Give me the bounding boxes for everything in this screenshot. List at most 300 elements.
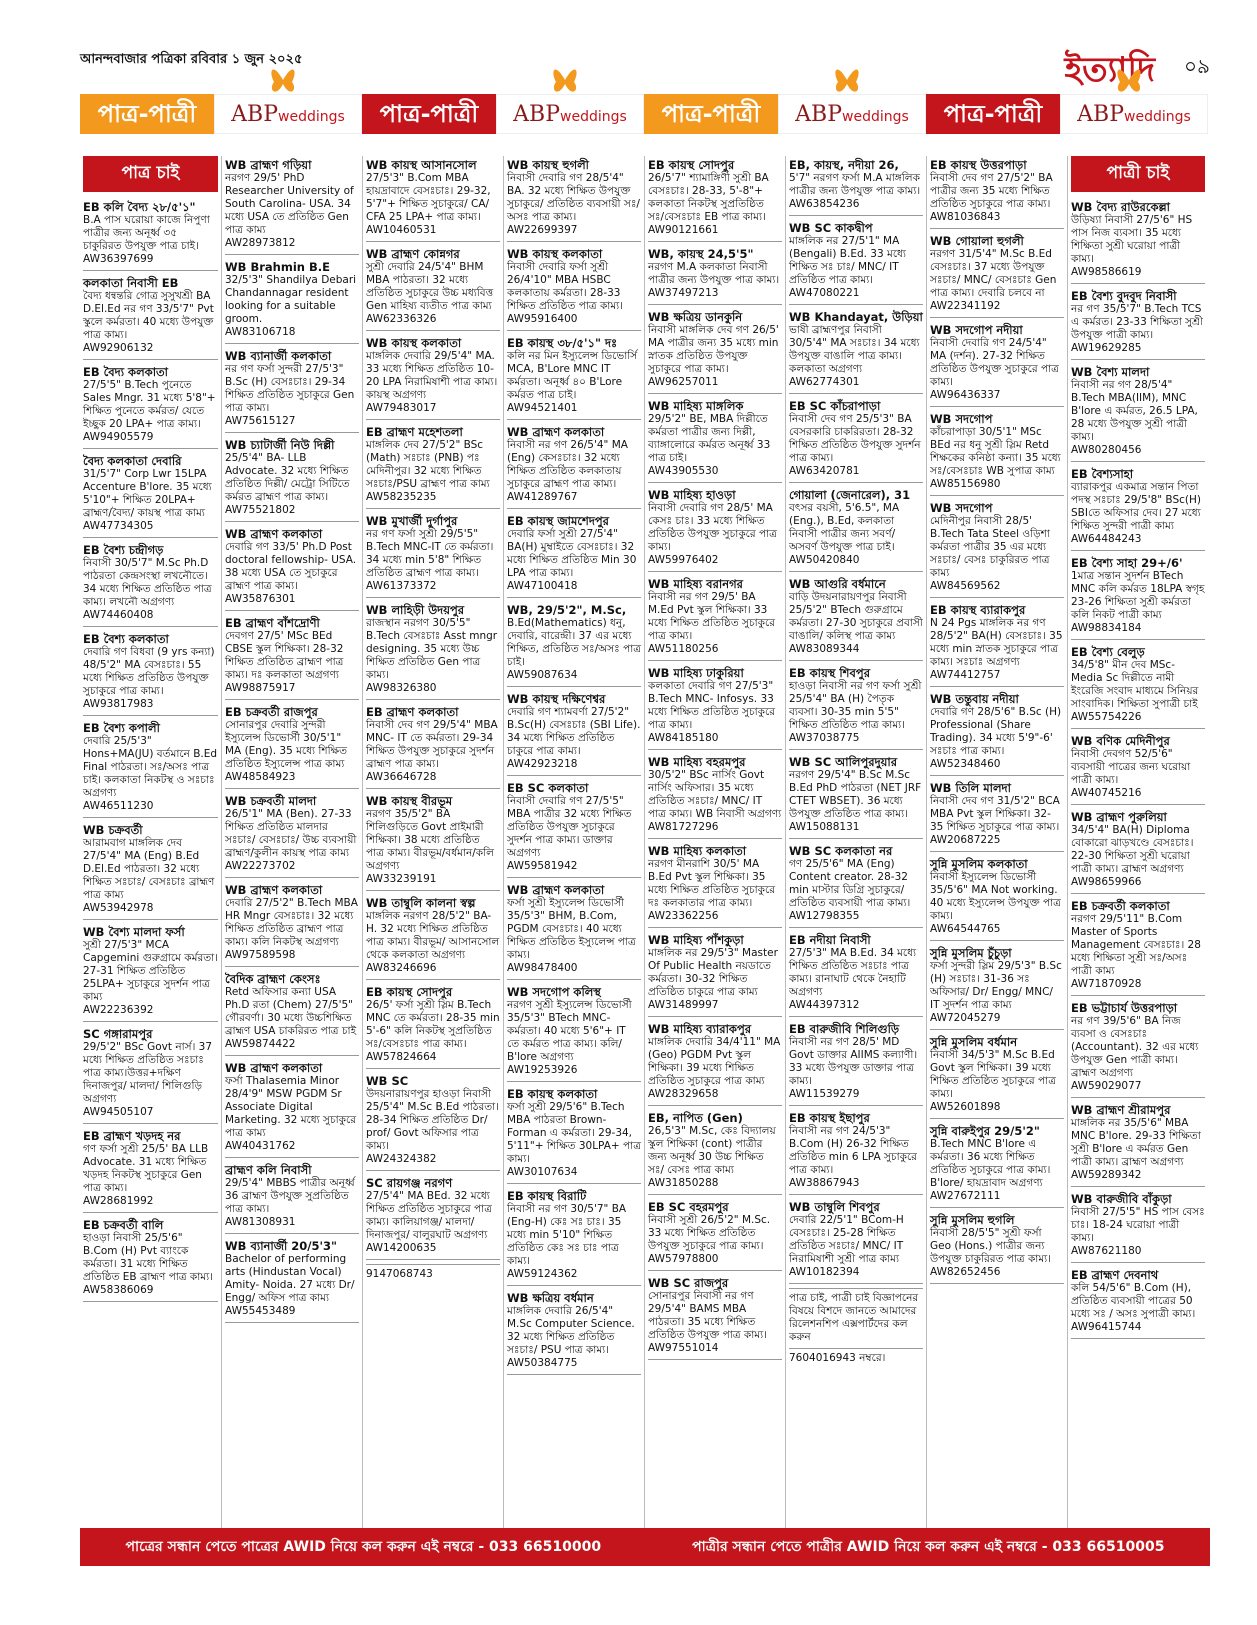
ad-title: EB ব্রাহ্মণ দেবনাথ bbox=[1071, 1268, 1159, 1282]
ad-body: 30/5'2" BSc নার্সিং Govt নার্সিং অফিসার। 35 মধ্যে প্রতিষ্ঠিত সঃচাঃ/ MNC/ IT পাত্র কাম্য। WB নিবাসী অগ্রগণ্য bbox=[648, 769, 782, 820]
ad-code: AW81036843 bbox=[930, 211, 1001, 223]
band-label: পাত্র-পাত্রী bbox=[80, 94, 214, 134]
ad-title: WB Brahmin B.E bbox=[225, 260, 330, 274]
ad-title: EB ভট্টাচার্য উত্তরপাড়া bbox=[1071, 1001, 1178, 1015]
ad-body: দেবারি 22/5'1" BCom-H বেসঃচাঃ। 25-28 শিক্ষিত প্রতিষ্ঠিত সঃচাঃ/ MNC/ IT নিরামিষাশী সুশ্রী পাত্র কাম্য bbox=[789, 1214, 904, 1265]
ad-code: AW50420840 bbox=[789, 554, 860, 566]
ad-body: 27/5'3" B.Com MBA হায়দ্রাবাদে বেসঃচাঃ। 29-32, 5'7"+ শিক্ষিত সুচাকুরে/ CA/ CFA 25 LPA+ পাত্র কাম্য। bbox=[366, 172, 491, 223]
ad-title: সুন্নি মুসলিম বর্ধমান bbox=[930, 1035, 1018, 1049]
ad-title: EB বৈশ্যসাহা bbox=[1071, 467, 1134, 481]
ad-title: WB গোয়ালা হুগলী bbox=[930, 234, 1024, 248]
ad-title: EB কায়স্থ ইছাপুর bbox=[789, 1111, 870, 1125]
classified-ad bbox=[507, 779, 641, 878]
ad-code: AW27672111 bbox=[930, 1190, 1001, 1202]
ad-body: হাওড়া নিবাসী 25/5'6" B.Com (H) Pvt ব্যাংকে কর্মরতা। 31 মধ্যে শিক্ষিত প্রতিষ্ঠিত EB ব্রাহ্মণ পাত্র কাম্য। bbox=[83, 1232, 213, 1283]
ad-code: AW72045279 bbox=[930, 1012, 1001, 1024]
ad-body: Retd অফিসার কন্যা USA Ph.D রতা (Chem) 27/5'5" গৌরবর্ণা। 30 মধ্যে উচ্চশিক্ষিত ব্রাহ্মণ USA চাকরিরত পাত্র চাই bbox=[225, 986, 357, 1037]
classified-ad bbox=[789, 156, 923, 216]
ad-title: WB সদগোপ bbox=[930, 412, 993, 426]
ad-code: AW31850288 bbox=[648, 1177, 719, 1189]
ad-title: WB মুখার্জী দুর্গাপুর bbox=[366, 514, 458, 528]
ad-body: দেবারি গণ বিধবা (9 yrs কন্যা) 48/5'2" MA বেসঃচাঃ। 55 মধ্যে শিক্ষিত প্রতিষ্ঠিত উপযুক্ত সুচাকুরে পাত্র কাম্য। bbox=[83, 646, 215, 697]
ad-body: দেবারি 25/5'3" Hons+MA(JU) বর্তমানে B.Ed Final পাঠরতা। সঃ/অসঃ পাত্র চাই। কলকাতা নিকটস্থ ও সঃচাঃ অগ্রগণ্য bbox=[83, 735, 218, 799]
classified-ad bbox=[1071, 198, 1205, 284]
ad-title: WB মাহিষ্য পাঁশকুড়া bbox=[648, 933, 744, 947]
ad-title: EB কলি বৈদ্য ২৮/৫'১" bbox=[83, 200, 196, 214]
ad-title: WB কায়স্থ কলকাতা bbox=[366, 336, 462, 350]
ad-body: 27/5'5" B.Tech পুনেতে Sales Mngr. 31 মধ্যে 5'8"+ শিক্ষিত পুনেতে কর্মরত/ যেতে ইচ্ছুক 20 LPA+ পাত্র কাম্য। bbox=[83, 379, 216, 430]
classified-ad bbox=[83, 452, 218, 538]
ad-code: AW19629285 bbox=[1071, 342, 1142, 354]
ad-code: AW59124362 bbox=[507, 1268, 578, 1280]
ad-title: EB, কায়স্থ, নদীয়া 26, bbox=[789, 158, 899, 172]
ad-body: নরগণ 35/5'2" BA শিলিগুড়িতে Govt প্রাইমারী শিক্ষিকা। 38 মধ্যে প্রতিষ্ঠিত পাত্র কাম্য। বীরভূম/বর্ধমান/কলি অগ্রগণ্য bbox=[366, 808, 494, 872]
ad-code: AW33239191 bbox=[366, 873, 437, 885]
classified-ad bbox=[225, 156, 359, 255]
classified-ad bbox=[930, 601, 1064, 687]
ad-title: WB SC কাকদ্বীপ bbox=[789, 221, 873, 235]
ad-code: AW94905579 bbox=[83, 431, 154, 443]
ad-code: AW95916400 bbox=[507, 313, 578, 325]
classified-ad bbox=[789, 842, 923, 928]
ad-code: AW97551014 bbox=[648, 1342, 719, 1354]
ad-title: EB কায়স্থ বিরাটি bbox=[507, 1189, 587, 1203]
ad-code: AW59029077 bbox=[1071, 1080, 1142, 1092]
classified-ad bbox=[930, 410, 1064, 496]
ad-code: AW28973812 bbox=[225, 237, 296, 249]
ad-body: ফর্সা সুশ্রী 29/5'6" B.Tech MBA পাঠরতা Brown-Forman এ কর্মরতা। 29-34, 5'11"+ শিক্ষিত 30LPA+ পাত্র কাম্য। bbox=[507, 1101, 641, 1165]
ad-title: WB তাম্বুলি শিবপুর bbox=[789, 1200, 880, 1214]
ad-title: সুন্নি মুসলিম চুঁচুড়া bbox=[930, 946, 1012, 960]
ad-body: নরগণ মীনরাশি 30/5' MA B.Ed Pvt স্কুল শিক্ষিকা। 35 মধ্যে শিক্ষিত প্রতিষ্ঠিত সুচাকুরে দঃ কলকাতার পাত্র কাম্য। bbox=[648, 858, 776, 909]
ad-title: WB ব্যানার্জী 20/5'3" bbox=[225, 1239, 338, 1253]
ad-body: নিবাসী দেবগণ 52/5'6" ব্যবসায়ী পাত্রের জন্য ঘরোয়া পাত্রী কাম্য। bbox=[1071, 748, 1191, 786]
ad-code: AW20687225 bbox=[930, 834, 1001, 846]
classified-ad bbox=[366, 894, 500, 980]
ad-title: WB ব্রাহ্মণ কলকাতা bbox=[225, 883, 323, 897]
ad-title: WB SC bbox=[366, 1074, 409, 1088]
ad-body: নিবাসী ইস্যুলেন্স ডিভোর্সী 35/5'6" MA Not working. 40 মধ্যে ইস্যুলেন্স উপযুক্ত পাত্র কাম্য। bbox=[930, 871, 1061, 922]
classified-ad bbox=[225, 347, 359, 433]
classified-ad bbox=[930, 499, 1064, 598]
ad-body: মাঙ্গলিক দেবারি 34/4'11" MA (Geo) PGDM Pvt স্কুল শিক্ষিকা। 39 মধ্যে শিক্ষিত প্রতিষ্ঠিত সুচাকুরে পাত্র কাম্য bbox=[648, 1036, 781, 1087]
ad-column bbox=[503, 156, 644, 1528]
ad-title: ব্রাহ্মণ কলি নিবাসী bbox=[225, 1163, 312, 1177]
classified-ad bbox=[366, 423, 500, 509]
ad-title: WB বণিক মেদিনীপুর bbox=[1071, 734, 1170, 748]
classified-ad bbox=[648, 397, 782, 483]
ad-code: AW40431762 bbox=[225, 1140, 296, 1152]
ad-code: AW93817983 bbox=[83, 698, 154, 710]
ad-code: AW58386069 bbox=[83, 1284, 154, 1296]
classified-ad bbox=[930, 690, 1064, 776]
ad-code: AW52348460 bbox=[930, 758, 1001, 770]
ad-title: EB ব্রাহ্মণ বাঁশদ্রোণী bbox=[225, 616, 320, 630]
ad-code: AW75521802 bbox=[225, 504, 296, 516]
classified-ad bbox=[648, 156, 782, 242]
ad-body: নরগণ 31/5'4" M.Sc B.Ed বেসঃচাঃ। 37 মধ্যে উপযুক্ত সঃচাঃ/ MNC/ বেসঃচাঃ Gen পাত্র কাম্য। দেবারি চলবে না bbox=[930, 248, 1057, 299]
classified-ad bbox=[789, 753, 923, 839]
ad-body: ফর্সা সুন্দরী স্লিম 29/5'3" B.Sc (H) সঃচাঃ। 31-36 সঃ অফিসার/ Dr/ Engg/ MNC/ IT সুদর্শন পাত্র কাম্য bbox=[930, 960, 1062, 1011]
ad-code: AW12798355 bbox=[789, 910, 860, 922]
ad-body: উড়িষ্যা নিবাসী 27/5'6" HS পাস নিজ ব্যবসা। 35 মধ্যে শিক্ষিতা সুশ্রী ঘরোয়া পাত্রী কাম্য। bbox=[1071, 214, 1193, 265]
ad-body: নিবাসী 27/5'5" HS পাস বেসঃ চাঃ। 18-24 ঘরোয়া পাত্রী কাম্য। bbox=[1071, 1206, 1205, 1244]
ad-code: AW74460408 bbox=[83, 609, 154, 621]
classified-ad bbox=[507, 1289, 641, 1375]
classified-ad bbox=[225, 525, 359, 611]
ad-code: AW63420781 bbox=[789, 465, 860, 477]
ad-title: WB মাহিষ্য মাঙ্গলিক bbox=[648, 399, 744, 413]
band-label: পাত্র-পাত্রী bbox=[362, 94, 496, 134]
ad-title: EB, নাপিত (Gen) bbox=[648, 1111, 743, 1125]
ad-title: WB ব্রাহ্মণ কলকাতা bbox=[507, 425, 605, 439]
ad-body: 32/5'3" Shandilya Debari Chandannagar resident looking for a suitable groom. bbox=[225, 274, 357, 325]
classified-ad bbox=[789, 308, 923, 394]
ad-body: নর গণ ফর্সা সুন্দরী 27/5'3" B.Sc (H) বেসঃচাঃ। 29-34 শিক্ষিত প্রতিষ্ঠিত সুচাকুরে Gen পাত্র কাম্য। bbox=[225, 363, 355, 414]
ad-code: AW41289767 bbox=[507, 491, 578, 503]
ad-body: সোনারপুর নিবাসী নর গণ 29/5'4" BAMS MBA পাঠরতা। 35 মধ্যে শিক্ষিত প্রতিষ্ঠিত উপযুক্ত পাত্র কাম্য। bbox=[648, 1290, 767, 1341]
newspaper-dateline: আনন্দবাজার পত্রিকা রবিবার ১ জুন ২০২৫ bbox=[80, 52, 303, 67]
ad-title: WB সদগোপ কলিস্থ bbox=[507, 985, 601, 999]
ad-code: AW84569562 bbox=[930, 580, 1001, 592]
ad-body: নিবাসী নর গণ 26/5'4" MA (Eng) কেসঃচাঃ। 32 মধ্যে শিক্ষিত প্রতিষ্ঠিত কলকাতায় সুচাকুরে ব্রাহ্মণ পাত্র কাম্য। bbox=[507, 439, 628, 490]
ad-title: WB ব্রাহ্মণ কলকাতা bbox=[507, 883, 605, 897]
ad-body: দেবারি 27/5'2" B.Tech MBA HR Mngr বেসঃচাঃ। 32 মধ্যে শিক্ষিত প্রতিষ্ঠিত ব্রাহ্মণ পাত্র কাম্য। কলি নিকটস্থ অগ্রগণ্য bbox=[225, 897, 358, 948]
ad-body: 5'7" নরগণ ফর্সা M.A মাঙ্গলিক পাত্রীর জন্য উপযুক্ত পাত্র কাম্য। bbox=[789, 172, 921, 197]
classified-ad bbox=[648, 664, 782, 750]
classified-ad bbox=[789, 1020, 923, 1106]
classified-ad bbox=[225, 436, 359, 522]
ad-title: EB বৈদ্য কলকাতা bbox=[83, 365, 169, 379]
band-label: পাত্র-পাত্রী bbox=[926, 94, 1060, 134]
classified-ad bbox=[225, 1161, 359, 1234]
ad-title: WB মাহিষ্য ঢাকুরিয়া bbox=[648, 666, 744, 680]
classified-ad bbox=[507, 983, 641, 1082]
ad-code: AW92906132 bbox=[83, 342, 154, 354]
ad-body: 26/5'7" শ্যামাঙ্গিণী সুশ্রী BA বেসঃচাঃ। 28-33, 5'-8"+ কলকাতা নিকটস্থ সুপ্রতিষ্ঠিত সঃ/বেসঃচাঃ EB পাত্র কাম্য। bbox=[648, 172, 769, 223]
ad-code: AW83246696 bbox=[366, 962, 437, 974]
ad-title: EB বৈশ্য সাহা 29+/6' bbox=[1071, 556, 1183, 570]
classified-ad bbox=[366, 1072, 500, 1171]
classified-ad bbox=[507, 423, 641, 509]
phone-number: 7604016943 নম্বরে। bbox=[789, 1348, 923, 1365]
ad-code: AW96257011 bbox=[648, 376, 719, 388]
ad-body: কলকাতা দেবারি গণ 27/5'3" B.Tech MNC- Infosys. 33 মধ্যে শিক্ষিত প্রতিষ্ঠিত সুচাকুরে পাত্র কাম্য। bbox=[648, 680, 776, 731]
classified-ad bbox=[1071, 554, 1205, 640]
ad-title: EB বৈশ্য চন্দ্রীগড় bbox=[83, 543, 164, 557]
ad-body: দেবগণ 27/5' MSc BEd CBSE স্কুল শিক্ষিকা। 28-32 শিক্ষিত প্রতিষ্ঠিত ব্রাহ্মণ পাত্র কাম্য। দঃ কলকাতা অগ্রগণ্য bbox=[225, 630, 344, 681]
ad-title: WB তাম্বুলি কালনা স্বল্প bbox=[366, 896, 476, 910]
ad-title: WB, কায়স্থ 24,5'5" bbox=[648, 247, 754, 261]
ad-title: WB চক্রবর্তী মালদা bbox=[225, 794, 317, 808]
ad-body: B.Tech MNC B'lore এ কর্মরতা। 36 মধ্যে শিক্ষিত প্রতিষ্ঠিত সুচাকুরে পাত্র কাম্য। B'lore/ হায়দ্রাবাদ অগ্রগণ্য bbox=[930, 1138, 1051, 1189]
ad-code: AW74412757 bbox=[930, 669, 1001, 681]
classified-ad bbox=[83, 541, 218, 627]
ad-code: AW46511230 bbox=[83, 800, 154, 812]
ad-code: AW22273702 bbox=[225, 860, 296, 872]
classified-ad bbox=[83, 1216, 218, 1302]
ad-code: AW85156980 bbox=[930, 478, 1001, 490]
ad-code: AW82652456 bbox=[930, 1266, 1001, 1278]
classified-ad bbox=[1071, 1266, 1205, 1339]
ad-title: EB কায়স্থ কলকাতা bbox=[507, 1087, 598, 1101]
page-header bbox=[80, 50, 1210, 90]
helpline-notice: পাত্র চাই, পাত্রী চাই বিজ্ঞাপনের বিষয়ে বিশদে জানতে আমাদের রিলেশনশিপ এক্সপার্টদের কল করুন bbox=[789, 1288, 923, 1344]
ad-code: AW51180256 bbox=[648, 643, 719, 655]
ad-title: WB ব্রাহ্মণ গড়িয়া bbox=[225, 158, 312, 172]
ad-column bbox=[644, 156, 785, 1528]
ad-title: EB SC কলকাতা bbox=[507, 781, 589, 795]
ad-code: AW98659966 bbox=[1071, 876, 1142, 888]
classified-ad bbox=[83, 198, 218, 271]
ad-code: AW55754226 bbox=[1071, 711, 1142, 723]
ad-body: সুশ্রী 27/5'3" MCA Capgemini গুরুগ্রামে কর্মরতা। 27-31 শিক্ষিত প্রতিষ্ঠিত 25LPA+ সুচাকুরে সুদর্শন পাত্র কাম্য bbox=[83, 939, 218, 1003]
ad-title: WB মাহিষ্য কলকাতা bbox=[648, 844, 747, 858]
section-brand: ইত্যাদি bbox=[1064, 50, 1155, 90]
ad-title: কলকাতা নিবাসী EB bbox=[83, 276, 179, 290]
ad-code: AW24324382 bbox=[366, 1153, 437, 1165]
classified-ad bbox=[789, 664, 923, 750]
ad-code: AW63854236 bbox=[789, 198, 860, 210]
ad-title: EB SC বহরমপুর bbox=[648, 1200, 729, 1214]
ad-body: নিবাসী নর গণ 28/5' MD Govt ডাক্তার AIIMS কল্যাণী। 33 মধ্যে উপযুক্ত ডাক্তার পাত্র কাম্য। bbox=[789, 1036, 918, 1087]
ad-body: 27/5'3" MA B.Ed. 34 মধ্যে শিক্ষিত প্রতিষ্ঠিত সঃচাঃ পাত্র কাম্য। রানাঘাট থেকে নৈহাটি অগ্রগণ্য bbox=[789, 947, 917, 998]
ad-body: রাজস্থান নরগণ 30/5'5" B.Tech বেসঃচাঃ Asst mngr designing. 35 মধ্যে উচ্চ শিক্ষিত প্রতিষ্ঠিত Gen পাত্র কাম্য। bbox=[366, 617, 498, 681]
ad-code: AW52601898 bbox=[930, 1101, 1001, 1113]
ad-body: মেদিনীপুর নিবাসী 28/5' B.Tech Tata Steel ওড়িশা কর্মরতা পাত্রীর 35 এর মধ্যে সঃচাঃ/ বেসঃ চাকুরিরত পাত্র কাম্য bbox=[930, 515, 1050, 579]
classified-ad bbox=[648, 931, 782, 1017]
ad-code: AW62336326 bbox=[366, 313, 437, 325]
ad-code: AW57978800 bbox=[648, 1253, 719, 1265]
abp-weddings-logo: ABPweddings bbox=[778, 94, 926, 134]
ad-body: আরামবাগ মাঙ্গলিক দেব 27/5'4" MA (Eng) B.Ed D.El.Ed পাঠরতা। 32 মধ্যে শিক্ষিত সঃচাঃ/ বেসঃচাঃ ব্রাহ্মণ পাত্র কাম্য bbox=[83, 837, 215, 901]
ad-title: WB ব্রাহ্মণ কলকাতা bbox=[225, 1061, 323, 1075]
ad-body: কাঁচরাপাড়া 30/5'1" MSc BEd নর ধনু সুশ্রী স্লিম Retd শিক্ষকের কনিষ্ঠা কন্যা। 35 মধ্যে সঃ/বেসঃচাঃ WB সুপাত্র কাম্য bbox=[930, 426, 1061, 477]
ad-title: EB কায়স্থ সোদপুর bbox=[366, 985, 453, 999]
ad-title: WB কায়স্থ বীরভূম bbox=[366, 794, 453, 808]
classified-ad bbox=[83, 1025, 218, 1124]
ad-body: B.Ed(Mathematics) ধনু, দেবারি, বারেন্দ্রী। 37 এর মধ্যে শিক্ষিত, প্রতিষ্ঠিত সঃ/অসঃ পাত্র চাই। bbox=[507, 617, 641, 668]
classified-ad bbox=[1071, 363, 1205, 462]
classified-ad bbox=[366, 156, 500, 242]
classified-ad bbox=[507, 881, 641, 980]
ad-code: AW14200635 bbox=[366, 1242, 437, 1254]
ad-title: WB SC আলিপুরদুয়ার bbox=[789, 755, 898, 769]
ad-code: AW81308931 bbox=[225, 1216, 296, 1228]
ad-title: EB চক্রবর্তী কলকাতা bbox=[1071, 899, 1170, 913]
ad-title: EB কায়স্থ উত্তরপাড়া bbox=[930, 158, 1027, 172]
ad-code: AW50384775 bbox=[507, 1357, 578, 1369]
ad-code: AW47100418 bbox=[507, 580, 578, 592]
ad-code: AW62774301 bbox=[789, 376, 860, 388]
ad-code: AW94521401 bbox=[507, 402, 578, 414]
ad-body: নিবাসী দেবারি গণ 28/5' MA কেসঃ চাঃ। 33 মধ্যে শিক্ষিত প্রতিষ্ঠিত উপযুক্ত সুচাকুরে পাত্র কাম্য। bbox=[648, 502, 777, 553]
ad-body: 31/5'7" Corp Lwr 15LPA Accenture B'lore. 35 মধ্যে 5'10"+ শিক্ষিত 20LPA+ ব্রাহ্মণ/বৈদ্য/ কায়স্থ পাত্র কাম্য bbox=[83, 468, 212, 519]
ad-body: মাঙ্গলিক নরগণ 28/5'2" BA-H. 32 মধ্যে শিক্ষিত প্রতিষ্ঠিত পাত্র কাম্য। বীরভূম/ আসানসোল থেকে কলকাতা অগ্রগণ্য bbox=[366, 910, 500, 961]
ad-body: বাড়ি উদয়নারায়ণপুর নিবাসী 25/5'2" BTech গুরুগ্রামে কর্মরতা। 27-30 সুচাকুরে প্রবাসী বাঙালি/ কলিস্থ পাত্র কাম্য bbox=[789, 591, 923, 642]
ad-column bbox=[785, 156, 926, 1528]
classified-ad bbox=[648, 1198, 782, 1271]
classified-ad bbox=[366, 983, 500, 1069]
ad-body: দেবারি গণ 33/5' Ph.D Post doctoral fellowship- USA. 38 মধ্যে USA তে সুচাকুরে ব্রাহ্মণ পাত্র কাম্য। bbox=[225, 541, 357, 592]
classified-ad bbox=[930, 321, 1064, 407]
classified-ad bbox=[507, 1187, 641, 1286]
ad-code: AW36646728 bbox=[366, 771, 437, 783]
classified-ad bbox=[930, 1211, 1064, 1284]
ad-title: EB ব্রাহ্মণ কলকাতা bbox=[366, 705, 459, 719]
ad-code: AW96415744 bbox=[1071, 1321, 1142, 1333]
ad-code: AW71870928 bbox=[1071, 978, 1142, 990]
classified-ad bbox=[83, 1127, 218, 1213]
ad-code: AW59289342 bbox=[1071, 1169, 1142, 1181]
ad-body: Bachelor of performing arts (Hindustan Vocal) Amity- Noida. 27 মধ্যে Dr/ Engg/ অফিস পাত্র কাম্য bbox=[225, 1253, 355, 1304]
ad-title: WB কায়স্থ হুগলী bbox=[507, 158, 589, 172]
ad-title: WB সদগোপ bbox=[930, 501, 993, 515]
ad-title: EB নদীয়া নিবাসী bbox=[789, 933, 871, 947]
classified-ad bbox=[225, 703, 359, 789]
ad-body: সুশ্রী দেবারি 24/5'4" BHM MBA পাঠরতা। 32 মধ্যে প্রতিষ্ঠিত সুচাকুরে উচ্চ মধ্যবিত্ত Gen মাহিষ্য ব্যতীত পাত্র কাম্য bbox=[366, 261, 494, 312]
ad-body: মাঙ্গলিক নর 29/5'3" Master Of Public Health নয়ডাতে কর্মরতা। 30-32 শিক্ষিত প্রতিষ্ঠিত চাকুরে পাত্র কাম্য bbox=[648, 947, 778, 998]
ad-body: 34/5'8" মীন দেব MSc- Media Sc দিল্লীতে নামী ইংরেজি সংবাদ মাধ্যমে সিনিয়র সাংবাদিক। শিক্ষিতা সুপাত্রী চাই bbox=[1071, 659, 1199, 710]
classified-ad bbox=[507, 512, 641, 598]
ad-title: বৈদিক ব্রাহ্মণ কেংসঃ bbox=[225, 972, 321, 986]
classified-ad bbox=[507, 1085, 641, 1184]
ad-title: WB বৈদ্য রাউরকেল্লা bbox=[1071, 200, 1171, 214]
ad-title: EB বারুজীবি শিলিগুড়ি bbox=[789, 1022, 900, 1036]
section-band bbox=[80, 94, 1210, 134]
classified-ad bbox=[789, 219, 923, 305]
classified-ad bbox=[648, 1020, 782, 1106]
ad-title: WB আগুরি বর্ধমানে bbox=[789, 577, 886, 591]
ad-body: দেবারি গণ শ্যামবর্ণা 27/5'2" B.Sc(H) বেসঃচাঃ (SBI Life). 34 মধ্যে শিক্ষিত প্রতিষ্ঠিত চাকুরে পাত্র কাম্য। bbox=[507, 706, 641, 757]
classified-ad bbox=[648, 753, 782, 839]
ad-code: AW90121661 bbox=[648, 224, 719, 236]
abp-weddings-logo: ABPweddings bbox=[1060, 94, 1208, 134]
ad-body: গণ ফর্সা সুশ্রী 25/5' BA LLB Advocate. 31 মধ্যে শিক্ষিত খড়দহ নিকটস্থ সুচাকুরে Gen পাত্র কাম্য। bbox=[83, 1143, 209, 1194]
ad-body: মাঙ্গলিক দেব 27/5'2" BSc (Math) সঃচাঃ (PNB) পঃ মেদিনীপুর। 32 মধ্যে শিক্ষিত সঃচাঃ/PSU ব্রাহ্মণ পাত্র কাম্য bbox=[366, 439, 490, 490]
ad-title: WB Khandayat, উড়িয়া bbox=[789, 310, 923, 324]
ad-body: মাঙ্গলিক দেবারি 29/5'4" MA. 33 মধ্যে শিক্ষিত প্রতিষ্ঠিত 10-20 LPA নিরামিষাশী পাত্র কাম্য। কায়স্থ অগ্রগণ্য bbox=[366, 350, 498, 401]
ad-title: WB ক্ষত্রিয় বর্ধমান bbox=[507, 1291, 594, 1305]
ad-title: EB বৈশ্য কপালী bbox=[83, 721, 160, 735]
ad-body: মাঙ্গলিক নর 27/5'1" MA (Bengali) B.Ed. 33 মধ্যে শিক্ষিত সঃ চাঃ/ MNC/ IT প্রতিষ্ঠিত পাত্র কাম্য। bbox=[789, 235, 906, 286]
ad-body: নিবাসী দেবারি ফর্সা সুশ্রী 26/4'10" MBA HSBC কলকাতায় কর্মরতা। 28-33 শিক্ষিত প্রতিষ্ঠিত পাত্র কাম্য। bbox=[507, 261, 623, 312]
classified-ad bbox=[225, 970, 359, 1056]
ad-code: AW11539279 bbox=[789, 1088, 860, 1100]
ad-column bbox=[221, 156, 362, 1528]
ad-title: WB তন্তুবায় নদীয়া bbox=[930, 692, 1019, 706]
ad-code: AW87621180 bbox=[1071, 1245, 1142, 1257]
ad-body: 29/5'2" BSc Govt নার্স। 37 মধ্যে শিক্ষিত প্রতিষ্ঠিত সঃচাঃ পাত্র কাম্য।উত্তর+দক্ষিণ দিনাজপুর/ মালদা/ শিলিগুড়ি অগ্রগণ্য bbox=[83, 1041, 213, 1105]
classified-ad bbox=[648, 842, 782, 928]
classified-ad bbox=[225, 881, 359, 967]
ad-code: AW28681992 bbox=[83, 1195, 154, 1207]
ad-body: নিবাসী নর গণ 30/5'7" BA (Eng-H) কেঃ সঃ চাঃ। 35 মধ্যে min 5'10" শিক্ষিত প্রতিষ্ঠিত কেঃ সঃ চাঃ পাত্র কাম্য। bbox=[507, 1203, 627, 1267]
ad-title: WB কায়স্থ আসানসোল bbox=[366, 158, 477, 172]
classified-ad bbox=[366, 601, 500, 700]
ad-body: নিবাসী মাঙ্গলিক দেব গণ 26/5' MA পাত্রীর জন্য 35 মধ্যে min স্নাতক প্রতিষ্ঠিত উপযুক্ত সুচাকুরে পাত্র কাম্য। bbox=[648, 324, 779, 375]
ad-code: AW22699397 bbox=[507, 224, 578, 236]
ad-title: EB SC কাঁচরাপাড়া bbox=[789, 399, 881, 413]
ad-body: মাঙ্গলিক নর 35/5'6" MBA MNC B'lore. 29-33 শিক্ষিতা সুশ্রী B'lore এ কর্মরত Gen পাত্রী কাম্য। ব্রাহ্মণ অগ্রগণ্য bbox=[1071, 1117, 1201, 1168]
classified-ad bbox=[225, 1059, 359, 1158]
ad-title: সুন্নি মুসলিম হুগলি bbox=[930, 1213, 1015, 1227]
classified-ad bbox=[1071, 287, 1205, 360]
classified-columns bbox=[80, 156, 1210, 1528]
ad-title: WB তিলি মালদা bbox=[930, 781, 1011, 795]
classified-ad bbox=[507, 334, 641, 420]
classified-ad bbox=[648, 245, 782, 305]
ad-title: গোয়ালা (জেনারেল), 31 bbox=[789, 488, 911, 502]
classified-ad bbox=[1071, 897, 1205, 996]
ad-title: WB সদগোপ নদীয়া bbox=[930, 323, 1023, 337]
ad-code: AW36397699 bbox=[83, 253, 154, 265]
classified-ad bbox=[648, 308, 782, 394]
section-heading: পাত্রী চাই bbox=[1071, 156, 1205, 192]
ad-body: 1মাত্র সন্তান সুদর্শন BTech MNC কলি কর্মরত 18LPA স্বগৃহ 23-26 শিক্ষিতা সুশ্রী কর্মরতা কলি নিকট পাত্রী কাম্য bbox=[1071, 570, 1205, 621]
ad-body: নিবাসী 30/5'7" M.Sc Ph.D পাঠরতা কেন্দ্রসংস্থা লখনৌতে। 34 মধ্যে শিক্ষিত প্রতিষ্ঠিত পাত্র কাম্য। লখনৌ অগ্রগণ্য bbox=[83, 557, 212, 608]
ad-title: WB চ্যাটার্জী নিউ দিল্লী bbox=[225, 438, 335, 452]
ad-title: WB, 29/5'2", M.Sc, bbox=[507, 603, 627, 617]
ad-body: 26,5'3" M.Sc, কেঃ বিদ্যালয় স্কুল শিক্ষিকা (cont) পাত্রীর জন্য অনূর্ধ্ব 30 উচ্চ শিক্ষিত সঃ/ বেসঃ পাত্র কাম্য bbox=[648, 1125, 776, 1176]
ad-code: AW35876301 bbox=[225, 593, 296, 605]
ad-body: নিবাসী 28/5'5" সুশ্রী ফর্সা Geo (Hons.) পাত্রীর জন্য উপযুক্ত চাকুরিরত পাত্র কাম্য। bbox=[930, 1227, 1051, 1265]
ad-code: AW48584923 bbox=[225, 771, 296, 783]
ad-title: WB ব্রাহ্মণ পুরুলিয়া bbox=[1071, 810, 1167, 824]
classified-ad bbox=[83, 363, 218, 449]
ad-body: নিবাসী নর গণ 28/5'4" B.Tech MBA(IIM), MNC B'lore এ কর্মরত, 26.5 LPA, 28 মধ্যে উপযুক্ত সুশ্রী পাত্রী কাম্য। bbox=[1071, 379, 1198, 443]
ad-code: AW96436337 bbox=[930, 389, 1001, 401]
ad-title: WB বৈশ্য মালদা bbox=[1071, 365, 1150, 379]
footer-bride-helpline: পাত্রীর সন্ধান পেতে পাত্রীর AWID নিয়ে কল করুন এই নম্বরে - 033 66510005 bbox=[692, 1539, 1165, 1555]
ad-body: নিবাসী নর গণ 24/5'3" B.Com (H) 26-32 শিক্ষিত প্রতিষ্ঠিত min 6 LPA সুচাকুরে পাত্র কাম্য। bbox=[789, 1125, 917, 1176]
ad-title: EB কায়স্থ সোদপুর bbox=[648, 158, 735, 172]
ad-body: 29/5'2" BE, MBA দিল্লীতে কর্মরতা পাত্রীর জন্য দিল্লী, ব্যাঙ্গালোরে কর্মরত অনূর্ধ্ব 33 পাত্র চাই। bbox=[648, 413, 771, 464]
classified-ad bbox=[648, 1274, 782, 1360]
ad-title: সুন্নি বারুইপুর 29/5'2" bbox=[930, 1124, 1040, 1138]
ad-code: AW59976402 bbox=[648, 554, 719, 566]
ad-body: নরগণ 29/5'4" B.Sc M.Sc B.Ed PhD পাঠরতা (NET JRF CTET WBSET). 36 মধ্যে উপযুক্ত প্রতিষ্ঠিত পাত্র কাম্য। bbox=[789, 769, 922, 820]
classified-ad bbox=[366, 703, 500, 789]
ad-body: নিবাসী দেব গণ 31/5'2" BCA MBA Pvt স্কুল শিক্ষিকা। 32-35 শিক্ষিত সুচাকুরে পাত্র কাম্য। bbox=[930, 795, 1060, 833]
ad-code: AW15088131 bbox=[789, 821, 860, 833]
classified-ad bbox=[1071, 1190, 1205, 1263]
ad-body: নিবাসী সুশ্রী 26/5'2" M.Sc. 33 মধ্যে শিক্ষিত প্রতিষ্ঠিত উপযুক্ত সুচাকুরে পাত্র কাম্য। bbox=[648, 1214, 771, 1252]
ad-code: AW19253926 bbox=[507, 1064, 578, 1076]
ad-title: সুন্নি মুসলিম কলকাতা bbox=[930, 857, 1028, 871]
classified-ad bbox=[366, 792, 500, 891]
classified-ad bbox=[507, 601, 641, 687]
ad-code: AW61373372 bbox=[366, 580, 437, 592]
classified-ad bbox=[789, 1198, 923, 1284]
ad-code: AW37038775 bbox=[789, 732, 860, 744]
ad-body: বৈদ্য ধন্বন্তরি গোত্র সুসুখশ্রী BA D.El.Ed নর গণ 33/5'7" Pvt স্কুলে কর্মরতা। 40 মধ্যে উপযুক্ত পাত্র কাম্য। bbox=[83, 290, 214, 341]
ad-code: AW10460531 bbox=[366, 224, 437, 236]
ad-body: উদয়নারায়ণপুর হাওড়া নিবাসী 25/5'4" M.Sc B.Ed পাঠরতা। 28-34 শিক্ষিত প্রতিষ্ঠিত Dr/ prof/ Govt অফিসার পাত্র কাম্য। bbox=[366, 1088, 499, 1152]
ad-title: EB বৈশ্য বেলুড় bbox=[1071, 645, 1145, 659]
classified-ad bbox=[507, 156, 641, 242]
ad-body: নরগণ 29/5'11" B.Com Master of Sports Management বেসঃচাঃ। 28 মধ্যে শিক্ষিতা সুশ্রী সঃ/অসঃ পাত্রী কাম্য bbox=[1071, 913, 1201, 977]
abp-weddings-logo: ABPweddings bbox=[214, 94, 362, 134]
classified-ad bbox=[1071, 808, 1205, 894]
classified-ad bbox=[366, 334, 500, 420]
classified-ad bbox=[1071, 732, 1205, 805]
classified-ad bbox=[930, 232, 1064, 318]
ad-body: কলি 54/5'6" B.Com (H), প্রতিষ্ঠিত ব্যবসায়ী পাত্রের 50 মধ্যে সঃ / অসঃ সুপাত্রী কাম্য। bbox=[1071, 1282, 1196, 1320]
classified-ad bbox=[507, 245, 641, 331]
ad-body: 34/5'4" BA(H) Diploma বোকারো ঝাড়খণ্ডে বেসঃচাঃ। 22-30 শিক্ষিতা সুশ্রী ঘরোয়া পাত্রী কাম্য। ব্রাহ্মণ অগ্রগণ্য bbox=[1071, 824, 1194, 875]
ad-code: AW59087634 bbox=[507, 669, 578, 681]
